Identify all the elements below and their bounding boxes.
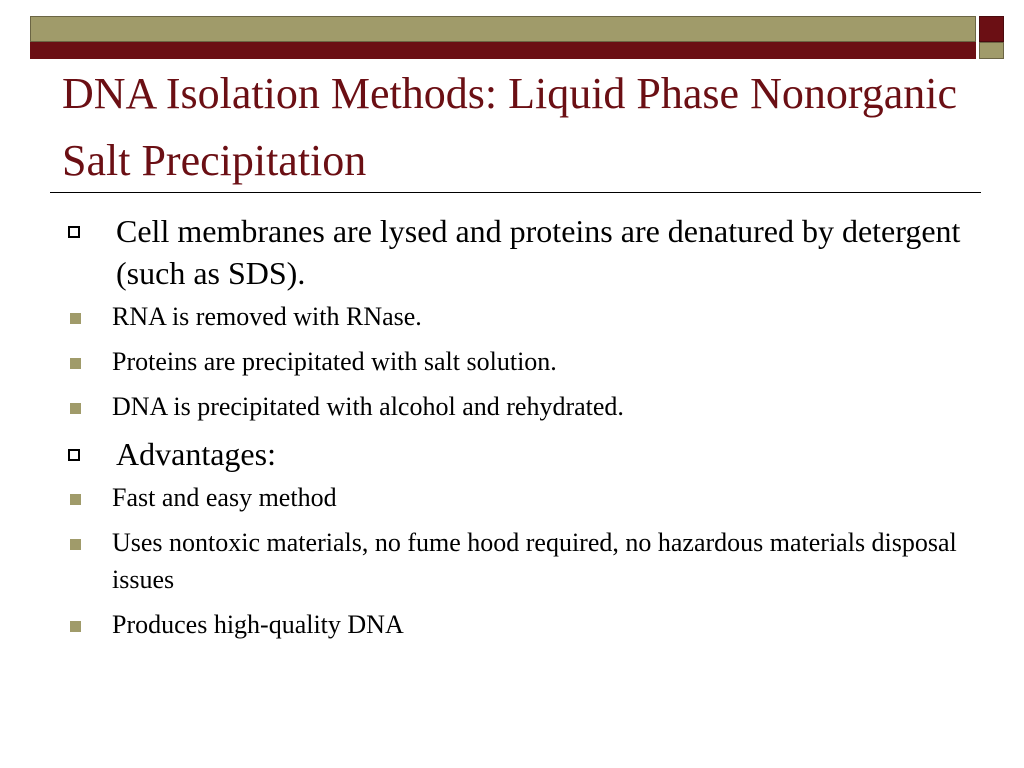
bullet-item <box>64 210 974 294</box>
header-maroon-bar <box>30 42 976 59</box>
filled-square-bullet-icon <box>70 621 81 632</box>
sub-bullet-item <box>64 388 974 425</box>
header-olive-square <box>979 42 1004 59</box>
sub-bullet-item <box>64 524 974 598</box>
sub-bullet-item <box>64 479 974 516</box>
sub-bullet-text: DNA is precipitated with alcohol and rehydrated. <box>112 392 624 421</box>
slide-title: DNA Isolation Methods: Liquid Phase Nonorganic Salt Precipitation <box>62 69 957 185</box>
sub-bullet-text: RNA is removed with RNase. <box>112 302 422 331</box>
sub-list-container <box>64 298 974 425</box>
filled-square-bullet-icon <box>70 539 81 550</box>
sub-bullet-item <box>64 343 974 380</box>
hollow-square-bullet-icon <box>68 226 80 238</box>
filled-square-bullet-icon <box>70 358 81 369</box>
sub-bullet-text: Uses nontoxic materials, no fume hood required, no hazardous materials disposal issues <box>112 528 957 594</box>
sub-bullet-list <box>64 479 974 643</box>
bullet-item <box>64 433 974 475</box>
header-olive-bar <box>30 16 976 42</box>
sub-list-container <box>64 479 974 643</box>
sub-bullet-item <box>64 298 974 335</box>
bullet-text: Cell membranes are lysed and proteins are denatured by detergent (such as SDS). <box>116 213 961 291</box>
sub-bullet-text: Proteins are precipitated with salt solution. <box>112 347 557 376</box>
title-divider <box>50 192 981 193</box>
sub-bullet-item <box>64 606 974 643</box>
bullet-list <box>64 210 974 651</box>
hollow-square-bullet-icon <box>68 449 80 461</box>
sub-bullet-list <box>64 298 974 425</box>
filled-square-bullet-icon <box>70 313 81 324</box>
filled-square-bullet-icon <box>70 403 81 414</box>
filled-square-bullet-icon <box>70 494 81 505</box>
sub-bullet-text: Produces high-quality DNA <box>112 610 404 639</box>
sub-bullet-text: Fast and easy method <box>112 483 337 512</box>
header-maroon-square <box>979 16 1004 42</box>
bullet-text: Advantages: <box>116 436 276 472</box>
